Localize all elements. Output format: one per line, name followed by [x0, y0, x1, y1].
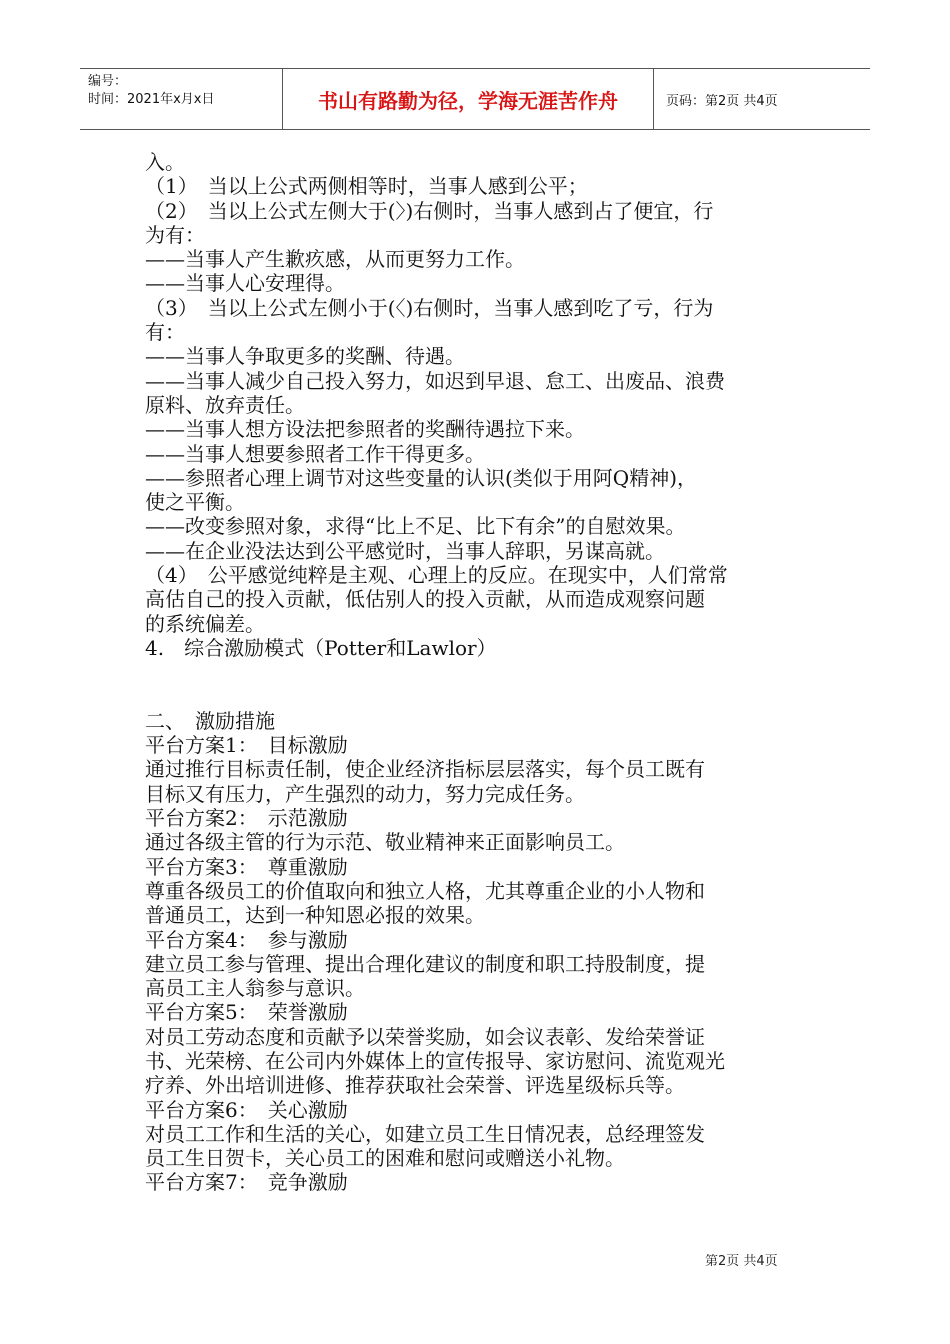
- text-line: 通过推行目标责任制，使企业经济指标层层落实，每个员工既有: [145, 757, 705, 782]
- text-line: 书、光荣榜、在公司内外媒体上的宣传报导、家访慰问、流览观光: [145, 1048, 725, 1073]
- page-footer: 第2页 共4页: [705, 1254, 778, 1269]
- text-line: 为有：: [145, 222, 205, 247]
- text-line: 4. 综合激励模式（Potter和Lawlor）: [145, 635, 497, 660]
- text-line: 平台方案6： 关心激励: [145, 1097, 348, 1122]
- text-line: 有：: [145, 320, 185, 345]
- text-line: 建立员工参与管理、提出合理化建议的制度和职工持股制度，提: [145, 951, 705, 976]
- text-line: ——当事人争取更多的奖酬、待遇。: [145, 344, 465, 369]
- text-line: 使之平衡。: [145, 490, 245, 515]
- text-line: ——当事人减少自己投入努力，如迟到早退、怠工、出废品、浪费: [145, 368, 725, 393]
- text-line: （1） 当以上公式两侧相等时，当事人感到公平；: [145, 174, 588, 199]
- text-line: 员工生日贺卡，关心员工的困难和慰问或赠送小礼物。: [145, 1146, 625, 1171]
- text-line: 目标又有压力，产生强烈的动力，努力完成任务。: [145, 781, 585, 806]
- text-line: 平台方案2： 示范激励: [145, 806, 348, 831]
- text-line: （2） 当以上公式左侧大于(〉)右侧时，当事人感到占了便宜，行: [145, 198, 714, 223]
- text-line: 通过各级主管的行为示范、敬业精神来正面影响员工。: [145, 830, 625, 855]
- text-line: 高员工主人翁参与意识。: [145, 976, 365, 1001]
- text-line: 疗养、外出培训进修、推荐获取社会荣誉、评选星级标兵等。: [145, 1073, 685, 1098]
- text-line: ——改变参照对象，求得“比上不足、比下有余”的自慰效果。: [145, 514, 686, 539]
- header-motto: 书山有路勤为径，学海无涯苦作舟: [283, 69, 654, 129]
- time-label: 时间：2021年x月x日: [88, 92, 215, 107]
- text-line: 对员工劳动态度和贡献予以荣誉奖励，如会议表彰、发给荣誉证: [145, 1024, 705, 1049]
- text-line: ——当事人心安理得。: [145, 271, 345, 296]
- text-line: 平台方案4： 参与激励: [145, 927, 348, 952]
- text-line: 平台方案7： 竞争激励: [145, 1170, 348, 1195]
- text-line: 入。: [145, 150, 185, 174]
- text-line: 尊重各级员工的价值取向和独立人格，尤其尊重企业的小人物和: [145, 878, 705, 903]
- spacer: [145, 660, 810, 709]
- text-line: 原料、放弃责任。: [145, 392, 305, 417]
- text-line: ——当事人想方设法把参照者的奖酬待遇拉下来。: [145, 417, 585, 442]
- text-line: 平台方案5： 荣誉激励: [145, 1000, 348, 1025]
- header-meta: [80, 69, 283, 129]
- text-line: ——当事人产生歉疚感，从而更努力工作。: [145, 247, 525, 272]
- code-label: 编号：: [88, 74, 128, 89]
- text-line: （4） 公平感觉纯粹是主观、心理上的反应。在现实中，人们常常: [145, 563, 728, 588]
- text-line: 平台方案1： 目标激励: [145, 733, 348, 758]
- header-page-info: 页码：第2页 共4页: [666, 93, 778, 109]
- text-line: ——在企业没法达到公平感觉时，当事人辞职，另谋高就。: [145, 538, 665, 563]
- text-line: 平台方案3： 尊重激励: [145, 854, 348, 879]
- page-header: [80, 68, 870, 130]
- document-body: [145, 150, 810, 1195]
- text-line: ——参照者心理上调节对这些变量的认识(类似于用阿Q精神)，: [145, 465, 698, 490]
- text-line: （3） 当以上公式左侧小于(〈)右侧时，当事人感到吃了亏，行为: [145, 295, 714, 320]
- text-line: 高估自己的投入贡献，低估别人的投入贡献，从而造成观察问题: [145, 587, 705, 612]
- text-line: ——当事人想要参照者工作干得更多。: [145, 441, 485, 466]
- section-heading: 二、 激励措施: [145, 708, 275, 733]
- text-line: 对员工工作和生活的关心，如建立员工生日情况表，总经理签发: [145, 1121, 705, 1146]
- text-line: 的系统偏差。: [145, 611, 265, 636]
- text-line: 普通员工，达到一种知恩必报的效果。: [145, 903, 485, 928]
